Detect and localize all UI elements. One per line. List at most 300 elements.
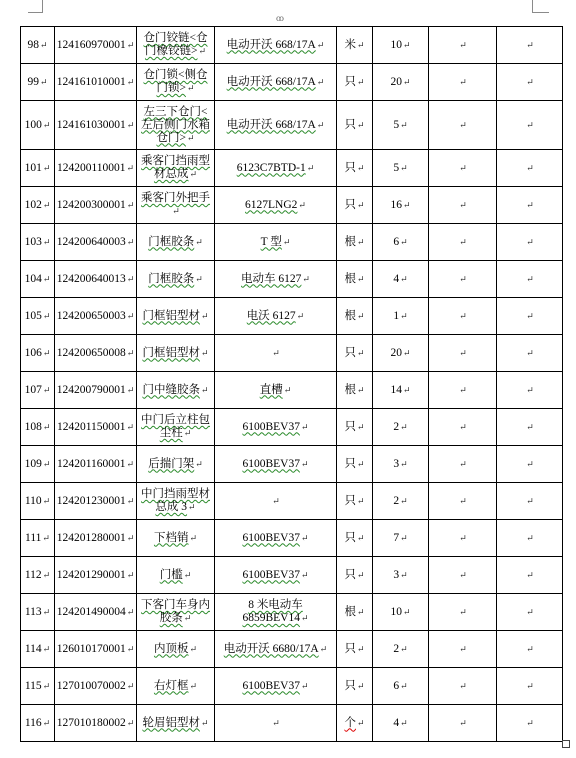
blank-cell-b — [497, 631, 563, 668]
paragraph-mark: ↵ — [459, 717, 467, 728]
paragraph-mark: ↵ — [42, 199, 51, 210]
blank-cell-b — [497, 187, 563, 224]
paragraph-mark: ↵ — [400, 162, 408, 173]
name-cell: 右灯框↵ — [137, 668, 215, 705]
paragraph-mark: ↵ — [400, 680, 408, 691]
blank-cell-b — [497, 705, 563, 742]
paragraph-mark: ↵ — [42, 162, 51, 173]
spec-cell — [215, 335, 337, 372]
paragraph-mark: ↵ — [126, 347, 135, 358]
table-row — [21, 224, 563, 261]
qty-cell: 1↵ — [373, 298, 429, 335]
blank-cell-a — [429, 64, 497, 101]
spec-cell: 6127LNG2↵ — [215, 187, 337, 224]
name-cell: 门框胶条↵ — [137, 261, 215, 298]
blank-cell-a — [429, 372, 497, 409]
seq-cell: 108↵ — [21, 409, 55, 446]
table-row — [21, 446, 563, 483]
qty-cell: 2↵ — [373, 631, 429, 668]
blank-cell-a — [429, 261, 497, 298]
unit-cell: 只↵ — [337, 150, 373, 187]
paragraph-mark: ↵ — [183, 569, 192, 580]
qty-cell: 10↵ — [373, 27, 429, 64]
table-row — [21, 335, 563, 372]
paragraph-mark: ↵ — [126, 717, 135, 728]
qty-cell: 2↵ — [373, 483, 429, 520]
paragraph-mark: ↵ — [186, 83, 195, 93]
paragraph-mark: ↵ — [183, 428, 192, 438]
paragraph-mark: ↵ — [189, 643, 198, 654]
paragraph-mark: ↵ — [195, 273, 203, 284]
code-cell: 127010180002↵ — [55, 705, 137, 742]
spec-cell: 6100BEV37↵ — [215, 668, 337, 705]
paragraph-mark: ↵ — [356, 162, 365, 173]
unit-cell: 米↵ — [337, 27, 373, 64]
paragraph-mark: ↵ — [42, 119, 51, 130]
paragraph-mark: ↵ — [302, 273, 310, 284]
name-cell: 乘客门外把手↵ — [137, 187, 215, 224]
unit-cell: 根↵ — [337, 372, 373, 409]
paragraph-mark: ↵ — [459, 495, 467, 506]
paragraph-mark: ↵ — [188, 502, 196, 512]
spec-cell: 直槽↵ — [215, 372, 337, 409]
code-cell: 124161010001↵ — [55, 64, 137, 101]
paragraph-mark: ↵ — [42, 643, 51, 654]
paragraph-mark: ↵ — [356, 236, 365, 247]
table-row — [21, 483, 563, 520]
blank-cell-a — [429, 446, 497, 483]
code-cell: 126010170001↵ — [55, 631, 137, 668]
paragraph-mark: ↵ — [356, 273, 365, 284]
paragraph-mark: ↵ — [459, 39, 467, 50]
code-cell: 124201290001↵ — [55, 557, 137, 594]
paragraph-mark: ↵ — [126, 162, 135, 173]
paragraph-mark: ↵ — [42, 347, 51, 358]
table-row — [21, 298, 563, 335]
paragraph-mark: ↵ — [459, 569, 467, 580]
paragraph-mark: ↵ — [298, 199, 306, 210]
unit-cell: 只↵ — [337, 64, 373, 101]
paragraph-mark: ↵ — [400, 310, 408, 321]
paragraph-mark: ↵ — [459, 680, 467, 691]
unit-cell: 只↵ — [337, 668, 373, 705]
table-row — [21, 150, 563, 187]
blank-cell-b — [497, 101, 563, 150]
paragraph-mark: ↵ — [356, 310, 365, 321]
paragraph-mark: ↵ — [526, 495, 534, 506]
blank-cell-b — [497, 224, 563, 261]
code-cell: 124160970001↵ — [55, 27, 137, 64]
paragraph-mark: ↵ — [459, 199, 467, 210]
qty-cell: 14↵ — [373, 372, 429, 409]
paragraph-mark: ↵ — [356, 347, 365, 358]
seq-cell: 111↵ — [21, 520, 55, 557]
paragraph-mark: ↵ — [356, 421, 365, 432]
unit-cell: 只↵ — [337, 631, 373, 668]
paragraph-mark: ↵ — [356, 495, 365, 506]
paragraph-mark: ↵ — [42, 384, 51, 395]
blank-cell-a — [429, 409, 497, 446]
paragraph-mark: ↵ — [200, 347, 209, 358]
paragraph-mark: ↵ — [459, 458, 467, 469]
seq-cell: 109↵ — [21, 446, 55, 483]
paragraph-mark: ↵ — [356, 643, 365, 654]
name-cell: 中门后立柱包尘柱↵ — [137, 409, 215, 446]
paragraph-mark: ↵ — [400, 273, 408, 284]
unit-cell: 只↵ — [337, 483, 373, 520]
name-cell: 仓门锁<侧仓门锁>↵ — [137, 64, 215, 101]
paragraph-mark: ↵ — [459, 606, 467, 617]
paragraph-mark: ↵ — [400, 495, 408, 506]
unit-cell: 只↵ — [337, 335, 373, 372]
anchor-mark: ꝏ — [276, 14, 284, 23]
qty-cell: 5↵ — [373, 101, 429, 150]
paragraph-mark: ↵ — [300, 569, 309, 580]
paragraph-mark: ↵ — [356, 76, 365, 87]
paragraph-mark: ↵ — [126, 273, 135, 284]
paragraph-mark: ↵ — [42, 680, 51, 691]
seq-cell: 110↵ — [21, 483, 55, 520]
table-row — [21, 631, 563, 668]
paragraph-mark: ↵ — [459, 162, 467, 173]
unit-cell: 只↵ — [337, 557, 373, 594]
code-cell: 124200640013↵ — [55, 261, 137, 298]
paragraph-mark: ↵ — [189, 532, 198, 543]
paragraph-mark: ↵ — [42, 236, 51, 247]
unit-cell: 只↵ — [337, 187, 373, 224]
qty-cell: 4↵ — [373, 261, 429, 298]
code-cell: 124200650003↵ — [55, 298, 137, 335]
blank-cell-a — [429, 557, 497, 594]
blank-cell-a — [429, 298, 497, 335]
paragraph-mark: ↵ — [195, 236, 203, 247]
paragraph-mark: ↵ — [356, 606, 365, 617]
blank-cell-b — [497, 335, 563, 372]
paragraph-mark: ↵ — [526, 606, 534, 617]
paragraph-mark: ↵ — [172, 206, 180, 216]
seq-cell: 115↵ — [21, 668, 55, 705]
name-cell: 乘客门挡雨型材总成↵ — [137, 150, 215, 187]
code-cell: 124200790001↵ — [55, 372, 137, 409]
seq-cell: 113↵ — [21, 594, 55, 631]
paragraph-mark: ↵ — [400, 236, 408, 247]
unit-cell: 根↵ — [337, 594, 373, 631]
paragraph-mark: ↵ — [356, 532, 365, 543]
paragraph-mark: ↵ — [400, 458, 408, 469]
code-cell: 124201160001↵ — [55, 446, 137, 483]
qty-cell: 5↵ — [373, 150, 429, 187]
seq-cell: 104↵ — [21, 261, 55, 298]
paragraph-mark: ↵ — [126, 569, 135, 580]
paragraph-mark: ↵ — [526, 384, 534, 395]
table-row — [21, 705, 563, 742]
qty-cell: 3↵ — [373, 446, 429, 483]
paragraph-mark: ↵ — [459, 532, 467, 543]
paragraph-mark: ↵ — [356, 384, 365, 395]
seq-cell: 103↵ — [21, 224, 55, 261]
spec-cell: 电动开沃 668/17A↵ — [215, 64, 337, 101]
paragraph-mark: ↵ — [272, 347, 280, 358]
paragraph-mark: ↵ — [42, 717, 51, 728]
paragraph-mark: ↵ — [526, 310, 534, 321]
paragraph-mark: ↵ — [282, 236, 291, 247]
paragraph-mark: ↵ — [526, 199, 534, 210]
qty-cell: 16↵ — [373, 187, 429, 224]
spec-cell: T 型↵ — [215, 224, 337, 261]
paragraph-mark: ↵ — [526, 76, 534, 87]
parts-table — [20, 26, 563, 742]
qty-cell: 20↵ — [373, 64, 429, 101]
spec-cell — [215, 705, 337, 742]
blank-cell-b — [497, 668, 563, 705]
unit-cell: 只↵ — [337, 101, 373, 150]
name-cell: 轮眉铝型材↵ — [137, 705, 215, 742]
blank-cell-b — [497, 483, 563, 520]
name-cell: 门中缝胶条↵ — [137, 372, 215, 409]
blank-cell-a — [429, 483, 497, 520]
paragraph-mark: ↵ — [296, 310, 305, 321]
blank-cell-b — [497, 409, 563, 446]
table-row — [21, 372, 563, 409]
crop-mark-top-right — [532, 0, 549, 13]
blank-cell-a — [429, 520, 497, 557]
seq-cell: 100↵ — [21, 101, 55, 150]
paragraph-mark: ↵ — [126, 310, 135, 321]
blank-cell-a — [429, 631, 497, 668]
paragraph-mark: ↵ — [459, 236, 467, 247]
paragraph-mark: ↵ — [526, 717, 534, 728]
paragraph-mark: ↵ — [189, 169, 198, 179]
blank-cell-a — [429, 705, 497, 742]
qty-cell: 4↵ — [373, 705, 429, 742]
paragraph-mark: ↵ — [126, 458, 135, 469]
seq-cell: 114↵ — [21, 631, 55, 668]
paragraph-mark: ↵ — [402, 76, 411, 87]
spec-cell: 电动车 6127↵ — [215, 261, 337, 298]
paragraph-mark: ↵ — [126, 76, 135, 87]
table-row — [21, 261, 563, 298]
paragraph-mark: ↵ — [356, 569, 365, 580]
table-row — [21, 557, 563, 594]
paragraph-mark: ↵ — [42, 532, 50, 543]
paragraph-mark: ↵ — [283, 384, 292, 395]
paragraph-mark: ↵ — [272, 717, 280, 728]
paragraph-mark: ↵ — [459, 76, 467, 87]
seq-cell: 112↵ — [21, 557, 55, 594]
paragraph-mark: ↵ — [316, 39, 325, 50]
paragraph-mark: ↵ — [526, 458, 534, 469]
spec-cell: 6100BEV37↵ — [215, 446, 337, 483]
paragraph-mark: ↵ — [459, 421, 467, 432]
qty-cell: 7↵ — [373, 520, 429, 557]
spec-cell: 电动开沃 6680/17A↵ — [215, 631, 337, 668]
paragraph-mark: ↵ — [186, 132, 195, 143]
code-cell: 124200640003↵ — [55, 224, 137, 261]
paragraph-mark: ↵ — [306, 162, 315, 173]
paragraph-mark: ↵ — [200, 717, 209, 728]
seq-cell: 107↵ — [21, 372, 55, 409]
name-cell: 左三下仓门<左后侧门水箱仓门>↵ — [137, 101, 215, 150]
code-cell: 124200300001↵ — [55, 187, 137, 224]
qty-cell: 20↵ — [373, 335, 429, 372]
unit-cell: 只↵ — [337, 446, 373, 483]
paragraph-mark: ↵ — [126, 236, 135, 247]
table-row — [21, 594, 563, 631]
page-end-mark — [562, 740, 570, 748]
crop-mark-top-left — [28, 0, 43, 13]
paragraph-mark: ↵ — [316, 76, 325, 87]
spec-cell: 6100BEV37↵ — [215, 409, 337, 446]
paragraph-mark: ↵ — [526, 569, 534, 580]
paragraph-mark: ↵ — [316, 119, 325, 130]
code-cell: 124201230001↵ — [55, 483, 137, 520]
table-row — [21, 187, 563, 224]
paragraph-mark: ↵ — [300, 458, 309, 469]
blank-cell-b — [497, 372, 563, 409]
code-cell: 124200110001↵ — [55, 150, 137, 187]
paragraph-mark: ↵ — [189, 680, 198, 691]
unit-cell: 只↵ — [337, 520, 373, 557]
blank-cell-a — [429, 101, 497, 150]
paragraph-mark: ↵ — [319, 643, 328, 654]
spec-cell — [215, 483, 337, 520]
qty-cell: 6↵ — [373, 668, 429, 705]
seq-cell: 106↵ — [21, 335, 55, 372]
paragraph-mark: ↵ — [400, 421, 408, 432]
paragraph-mark: ↵ — [183, 613, 192, 623]
seq-cell: 116↵ — [21, 705, 55, 742]
seq-cell: 98↵ — [21, 27, 55, 64]
paragraph-mark: ↵ — [42, 273, 51, 284]
blank-cell-b — [497, 261, 563, 298]
blank-cell-a — [429, 27, 497, 64]
paragraph-mark: ↵ — [42, 421, 51, 432]
code-cell: 124201150001↵ — [55, 409, 137, 446]
paragraph-mark: ↵ — [402, 199, 411, 210]
paragraph-mark: ↵ — [526, 119, 534, 130]
paragraph-mark: ↵ — [39, 39, 48, 50]
paragraph-mark: ↵ — [459, 310, 467, 321]
spec-cell: 电动开沃 668/17A↵ — [215, 101, 337, 150]
table-row — [21, 27, 563, 64]
paragraph-mark: ↵ — [126, 199, 135, 210]
paragraph-mark: ↵ — [526, 39, 534, 50]
seq-cell: 101↵ — [21, 150, 55, 187]
blank-cell-b — [497, 298, 563, 335]
name-cell: 门框铝型材↵ — [137, 335, 215, 372]
spec-cell: 6123C7BTD-1↵ — [215, 150, 337, 187]
paragraph-mark: ↵ — [198, 46, 207, 56]
code-cell: 124201280001↵ — [55, 520, 137, 557]
table-row — [21, 520, 563, 557]
paragraph-mark: ↵ — [459, 273, 467, 284]
blank-cell-b — [497, 446, 563, 483]
unit-cell: 个↵ — [337, 705, 373, 742]
blank-cell-a — [429, 187, 497, 224]
name-cell: 仓门铰链<仓门橡铰链>↵ — [137, 27, 215, 64]
code-cell: 124200650008↵ — [55, 335, 137, 372]
paragraph-mark: ↵ — [356, 39, 365, 50]
blank-cell-b — [497, 520, 563, 557]
paragraph-mark: ↵ — [402, 39, 411, 50]
paragraph-mark: ↵ — [200, 310, 209, 321]
paragraph-mark: ↵ — [356, 680, 365, 691]
paragraph-mark: ↵ — [402, 347, 411, 358]
qty-cell: 10↵ — [373, 594, 429, 631]
blank-cell-b — [497, 594, 563, 631]
paragraph-mark: ↵ — [300, 613, 309, 623]
name-cell: 门槛↵ — [137, 557, 215, 594]
qty-cell: 2↵ — [373, 409, 429, 446]
paragraph-mark: ↵ — [300, 680, 309, 691]
paragraph-mark: ↵ — [126, 606, 135, 617]
paragraph-mark: ↵ — [526, 680, 534, 691]
table-row — [21, 409, 563, 446]
paragraph-mark: ↵ — [126, 643, 135, 654]
paragraph-mark: ↵ — [356, 119, 365, 130]
paragraph-mark: ↵ — [400, 569, 408, 580]
code-cell: 127010070002↵ — [55, 668, 137, 705]
paragraph-mark: ↵ — [526, 532, 534, 543]
paragraph-mark: ↵ — [42, 458, 51, 469]
paragraph-mark: ↵ — [400, 119, 408, 130]
paragraph-mark: ↵ — [526, 347, 534, 358]
paragraph-mark: ↵ — [526, 643, 534, 654]
paragraph-mark: ↵ — [526, 162, 534, 173]
paragraph-mark: ↵ — [356, 717, 365, 728]
blank-cell-a — [429, 668, 497, 705]
paragraph-mark: ↵ — [400, 532, 408, 543]
unit-cell: 根↵ — [337, 224, 373, 261]
paragraph-mark: ↵ — [300, 532, 309, 543]
paragraph-mark: ↵ — [356, 199, 365, 210]
table-row — [21, 668, 563, 705]
table-row — [21, 64, 563, 101]
paragraph-mark: ↵ — [526, 236, 534, 247]
paragraph-mark: ↵ — [126, 421, 135, 432]
name-cell: 下档销↵ — [137, 520, 215, 557]
code-cell: 124201490004↵ — [55, 594, 137, 631]
paragraph-mark: ↵ — [126, 495, 135, 506]
paragraph-mark: ↵ — [459, 643, 467, 654]
blank-cell-b — [497, 150, 563, 187]
paragraph-mark: ↵ — [402, 384, 411, 395]
paragraph-mark: ↵ — [526, 273, 534, 284]
paragraph-mark: ↵ — [459, 119, 467, 130]
qty-cell: 3↵ — [373, 557, 429, 594]
paragraph-mark: ↵ — [402, 606, 411, 617]
paragraph-mark: ↵ — [126, 39, 135, 50]
unit-cell: 根↵ — [337, 261, 373, 298]
spec-cell: 8 米电动车 6859BEV14↵ — [215, 594, 337, 631]
paragraph-mark: ↵ — [126, 680, 135, 691]
seq-cell: 105↵ — [21, 298, 55, 335]
paragraph-mark: ↵ — [126, 384, 135, 395]
paragraph-mark: ↵ — [42, 310, 51, 321]
spec-cell: 6100BEV37↵ — [215, 557, 337, 594]
paragraph-mark: ↵ — [272, 495, 280, 506]
paragraph-mark: ↵ — [459, 347, 467, 358]
blank-cell-a — [429, 150, 497, 187]
spec-cell: 电沃 6127↵ — [215, 298, 337, 335]
paragraph-mark: ↵ — [300, 421, 309, 432]
name-cell: 门框胶条↵ — [137, 224, 215, 261]
paragraph-mark: ↵ — [126, 532, 135, 543]
blank-cell-a — [429, 594, 497, 631]
paragraph-mark: ↵ — [42, 569, 51, 580]
blank-cell-b — [497, 557, 563, 594]
seq-cell: 99↵ — [21, 64, 55, 101]
